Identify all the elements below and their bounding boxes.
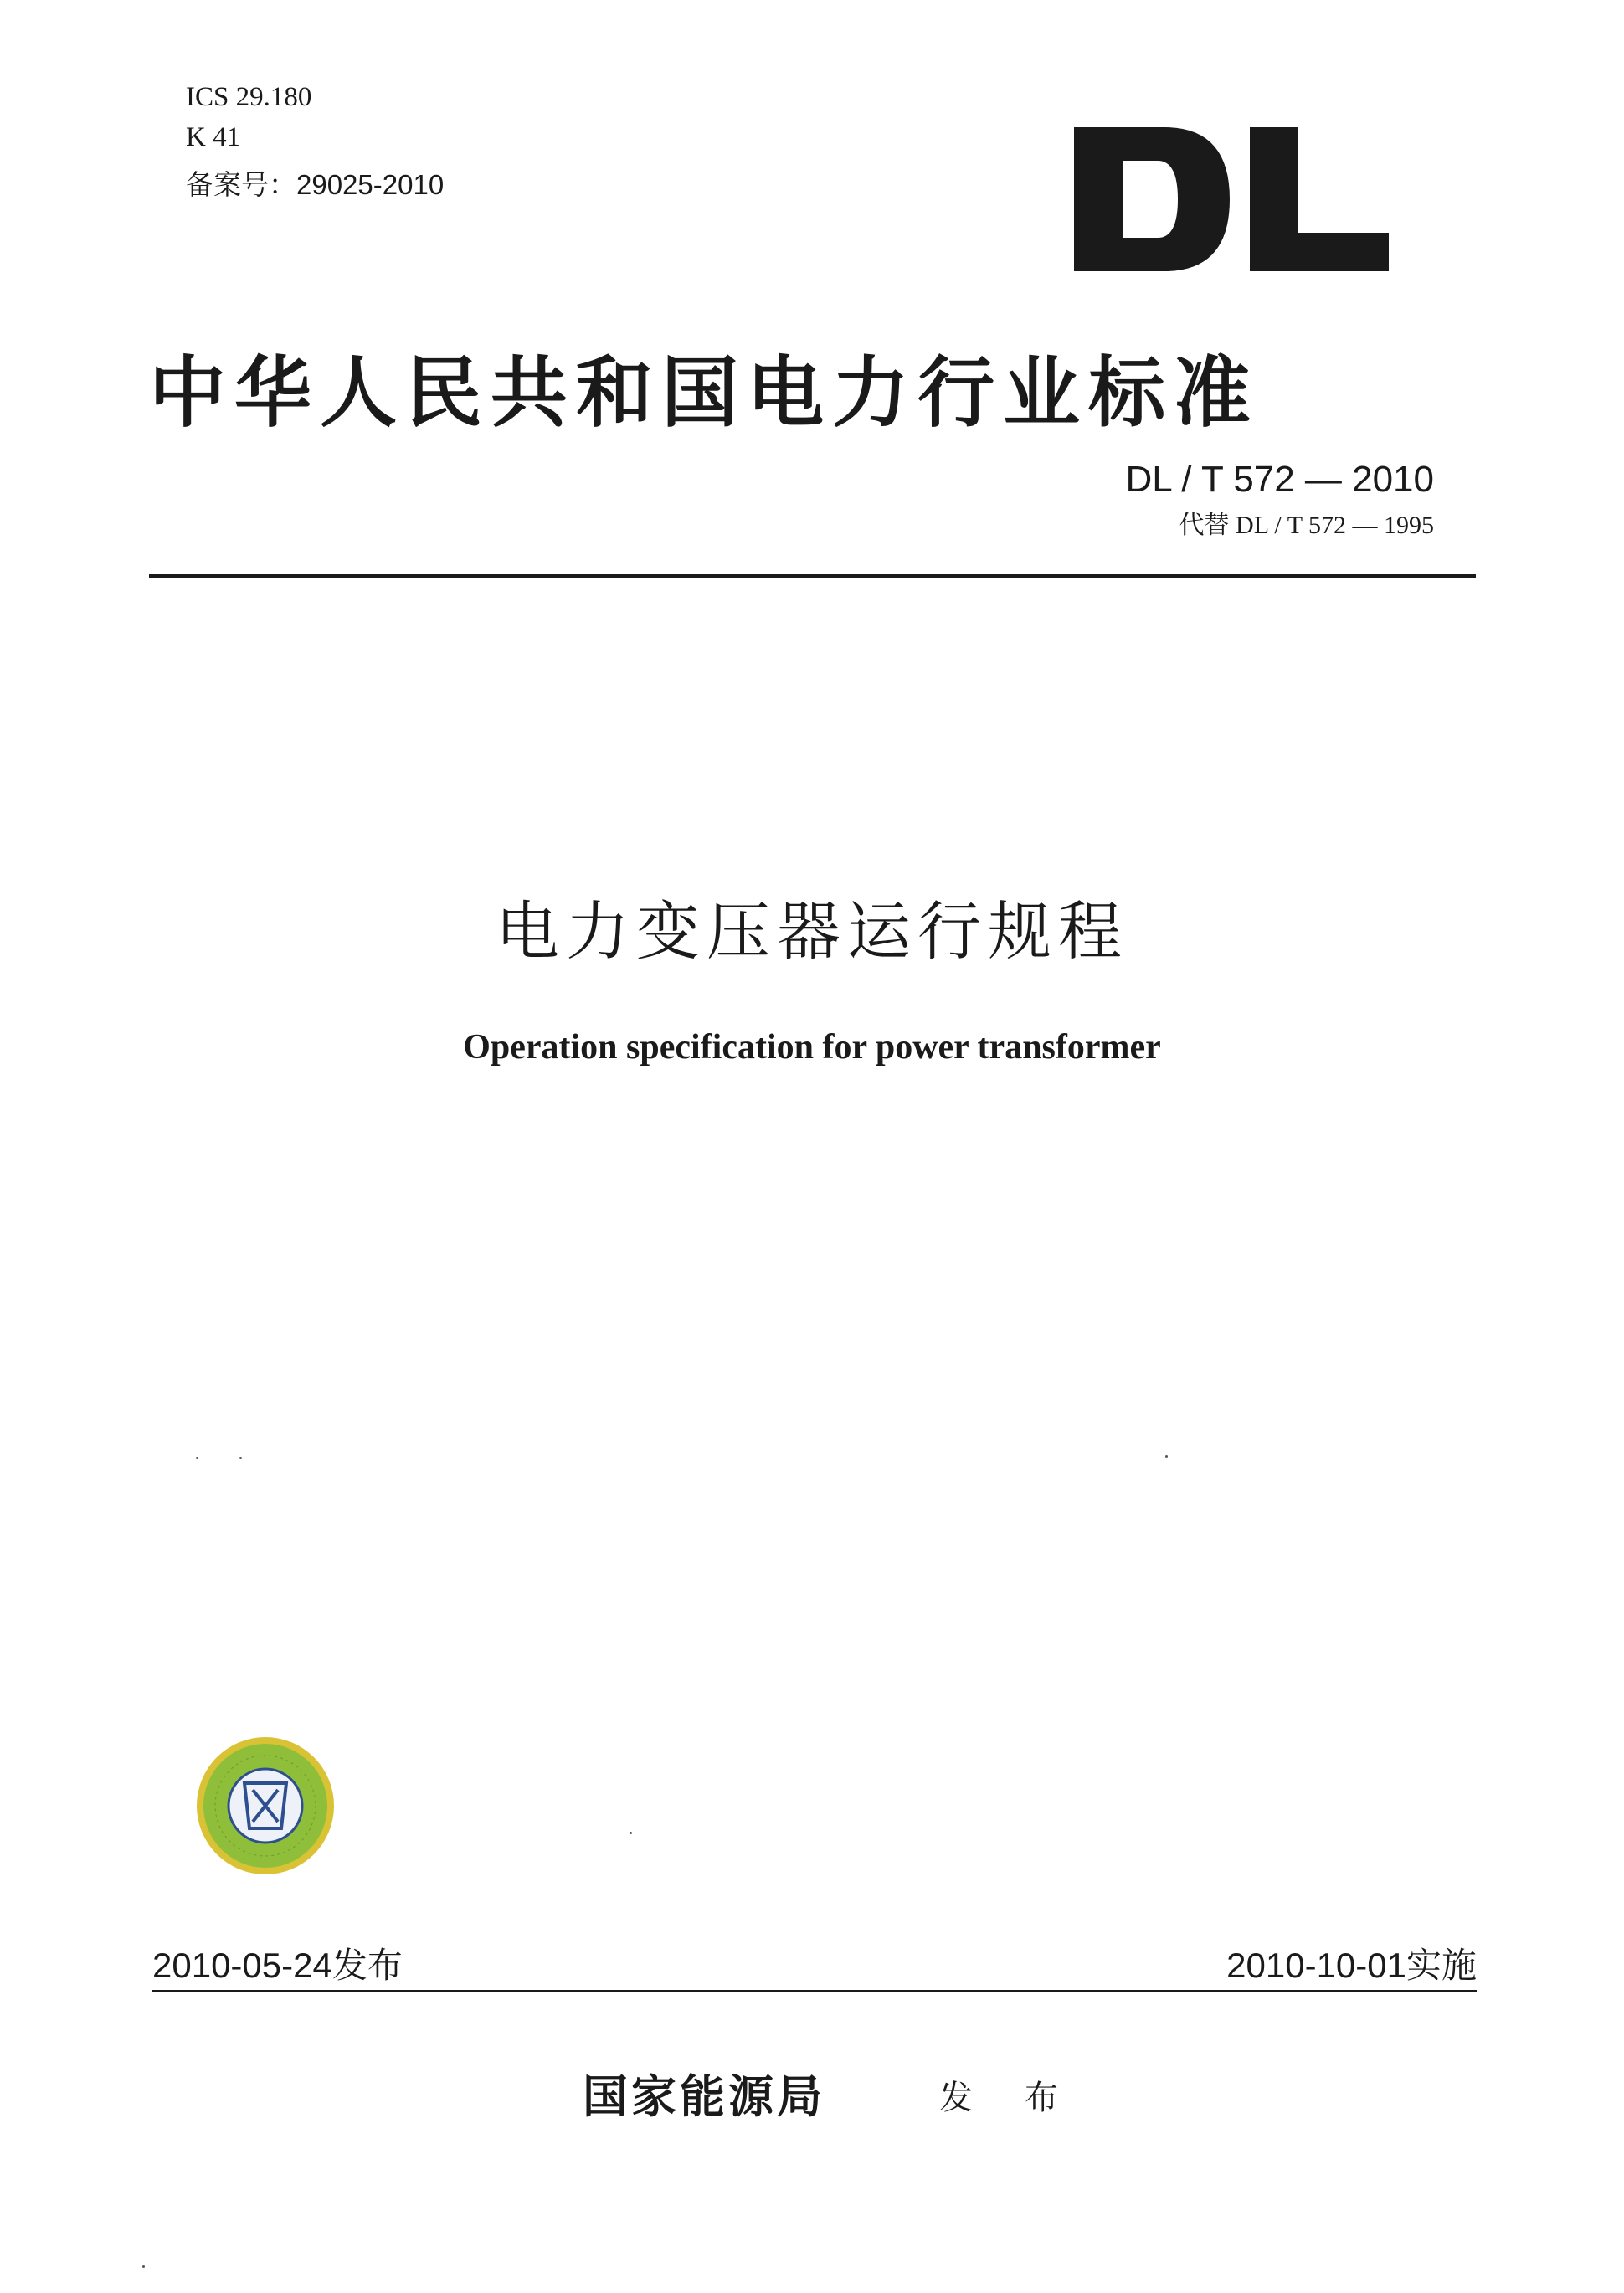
ics-code: ICS 29.180 bbox=[186, 82, 312, 112]
footer-divider bbox=[152, 1990, 1477, 1992]
scan-speck bbox=[239, 1457, 242, 1459]
dl-logo bbox=[1074, 127, 1389, 271]
publish-date: 2010-05-24发布 bbox=[152, 1946, 403, 1985]
record-number: 备案号：29025-2010 bbox=[186, 169, 445, 200]
standard-number: DL / T 572 — 2010 bbox=[1125, 459, 1434, 500]
issue-action: 发 布 bbox=[939, 2079, 1080, 2116]
replaces-standard: 代替 DL / T 572 — 1995 bbox=[1179, 512, 1434, 539]
scan-speck bbox=[196, 1457, 198, 1459]
scan-speck bbox=[630, 1832, 632, 1834]
publisher-seal-icon bbox=[194, 1735, 337, 1877]
classification-code: K 41 bbox=[186, 122, 241, 152]
implementation-date: 2010-10-01实施 bbox=[1226, 1946, 1477, 1985]
document-title-zh: 电力变压器运行规程 bbox=[496, 897, 1128, 968]
scan-speck bbox=[1165, 1455, 1168, 1458]
header-divider bbox=[149, 574, 1476, 578]
issuing-authority: 国家能源局 bbox=[583, 2072, 825, 2122]
organization-title: 中华人民共和国电力行业标准 bbox=[149, 351, 1260, 436]
document-title-en: Operation specification for power transformer bbox=[463, 1028, 1161, 1067]
scan-speck bbox=[142, 2265, 145, 2268]
